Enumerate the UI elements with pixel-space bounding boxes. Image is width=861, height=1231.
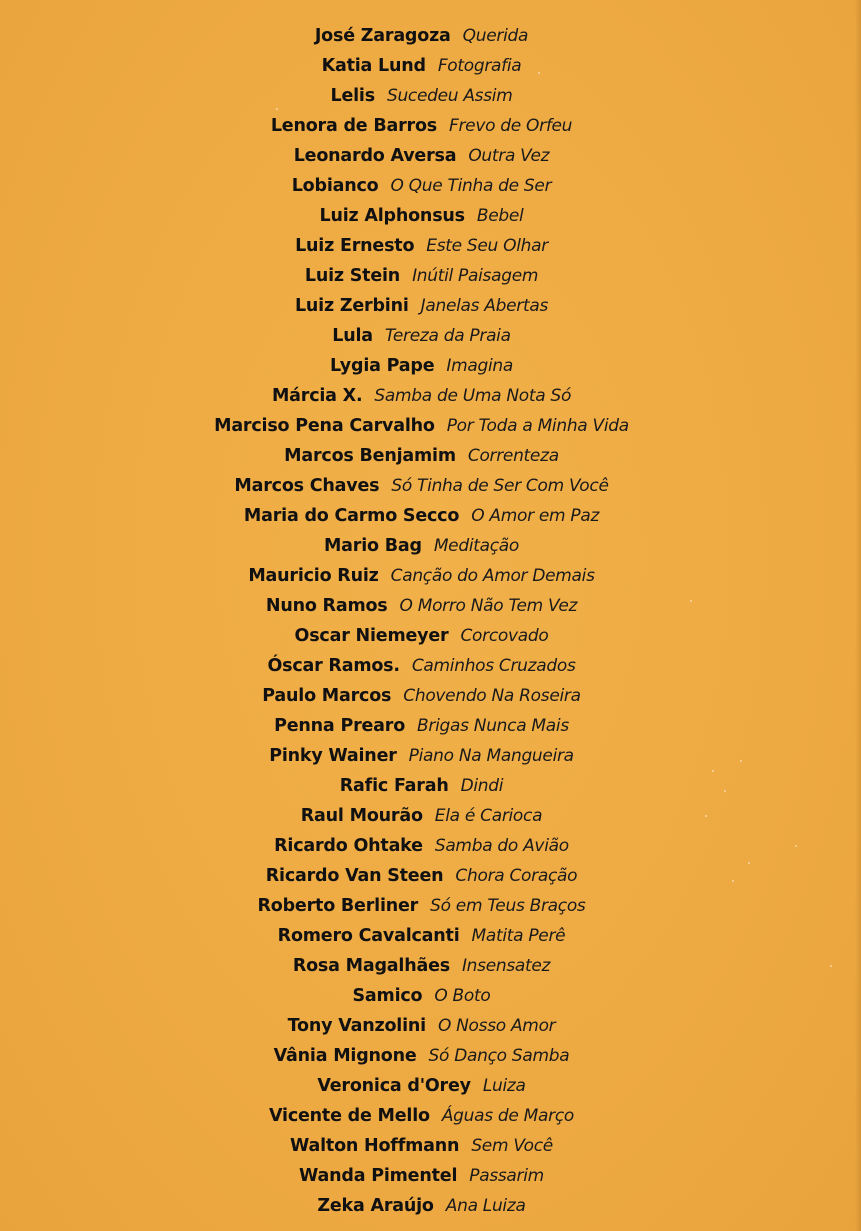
credit-entry bbox=[0, 321, 843, 351]
song-title: Por Toda a Minha Vida bbox=[446, 416, 629, 436]
paper-speck bbox=[740, 760, 742, 762]
credit-entry bbox=[0, 981, 843, 1011]
credit-entry bbox=[0, 231, 843, 261]
artist-name: Ricardo Ohtake bbox=[274, 836, 423, 856]
artist-name: Romero Cavalcanti bbox=[277, 926, 460, 946]
credit-entry bbox=[0, 651, 843, 681]
song-title: Só Danço Samba bbox=[428, 1046, 570, 1066]
song-title: O Que Tinha de Ser bbox=[390, 176, 552, 196]
song-title: Tereza da Praia bbox=[384, 326, 511, 346]
artist-name: Luiz Alphonsus bbox=[319, 206, 465, 226]
song-title: Dindi bbox=[460, 776, 504, 796]
artist-name: Leonardo Aversa bbox=[293, 146, 457, 166]
artist-name: Lygia Pape bbox=[330, 356, 435, 376]
song-title: O Amor em Paz bbox=[471, 506, 600, 526]
artist-name: Marcos Benjamim bbox=[284, 446, 456, 466]
song-title: Ana Luiza bbox=[445, 1196, 526, 1216]
credit-entry bbox=[0, 351, 843, 381]
artist-name: Nuno Ramos bbox=[265, 596, 388, 616]
song-title: Bebel bbox=[476, 206, 524, 226]
song-title: Só em Teus Braços bbox=[430, 896, 586, 916]
song-title: Piano Na Mangueira bbox=[408, 746, 574, 766]
artist-name: Vânia Mignone bbox=[273, 1046, 417, 1066]
artist-name: José Zaragoza bbox=[314, 26, 451, 46]
artist-name: Oscar Niemeyer bbox=[294, 626, 449, 646]
page-edge-shadow bbox=[855, 0, 861, 1231]
artist-name: Marciso Pena Carvalho bbox=[214, 416, 435, 436]
credit-entry bbox=[0, 891, 843, 921]
artist-name: Tony Vanzolini bbox=[287, 1016, 426, 1036]
song-title: O Morro Não Tem Vez bbox=[399, 596, 578, 616]
song-title: Janelas Abertas bbox=[420, 296, 549, 316]
artist-name: Luiz Stein bbox=[304, 266, 401, 286]
credit-entry bbox=[0, 501, 843, 531]
artist-name: Mauricio Ruiz bbox=[248, 566, 379, 586]
artist-name: Roberto Berliner bbox=[257, 896, 419, 916]
credit-entry bbox=[0, 141, 843, 171]
artist-name: Maria do Carmo Secco bbox=[243, 506, 460, 526]
credit-entry bbox=[0, 771, 843, 801]
credit-entry bbox=[0, 711, 843, 741]
credit-entry bbox=[0, 1071, 843, 1101]
artist-name: Óscar Ramos. bbox=[267, 656, 400, 676]
paper-speck bbox=[712, 770, 714, 772]
artist-name: Pinky Wainer bbox=[269, 746, 397, 766]
song-title: Frevo de Orfeu bbox=[449, 116, 573, 136]
credit-entry bbox=[0, 261, 843, 291]
song-title: Este Seu Olhar bbox=[426, 236, 548, 256]
credit-entry bbox=[0, 741, 843, 771]
song-title: Samba de Uma Nota Só bbox=[374, 386, 572, 406]
artist-name: Katia Lund bbox=[321, 56, 426, 76]
artist-name: Wanda Pimentel bbox=[299, 1166, 458, 1186]
artist-name: Lelis bbox=[330, 86, 375, 106]
paper-speck bbox=[748, 862, 750, 864]
paper-speck bbox=[276, 108, 278, 110]
credit-entry bbox=[0, 1011, 843, 1041]
artist-name: Lenora de Barros bbox=[270, 116, 438, 136]
song-title: Brigas Nunca Mais bbox=[417, 716, 569, 736]
paper-speck bbox=[690, 600, 692, 602]
song-title: Ela é Carioca bbox=[434, 806, 543, 826]
song-title: O Boto bbox=[434, 986, 491, 1006]
credit-entry bbox=[0, 111, 843, 141]
artist-name: Lobianco bbox=[291, 176, 379, 196]
credit-entry bbox=[0, 831, 843, 861]
artist-name: Rafic Farah bbox=[339, 776, 449, 796]
song-title: Canção do Amor Demais bbox=[390, 566, 595, 586]
artist-name: Mario Bag bbox=[323, 536, 422, 556]
credit-entry bbox=[0, 921, 843, 951]
credit-entry bbox=[0, 561, 843, 591]
song-title: Correnteza bbox=[467, 446, 559, 466]
song-title: Meditação bbox=[433, 536, 520, 556]
paper-speck bbox=[538, 72, 540, 74]
credit-entry bbox=[0, 1161, 843, 1191]
artist-name: Marcos Chaves bbox=[234, 476, 380, 496]
credit-entry bbox=[0, 471, 843, 501]
artist-name: Paulo Marcos bbox=[262, 686, 392, 706]
song-title: Chovendo Na Roseira bbox=[403, 686, 581, 706]
song-title: Sucedeu Assim bbox=[386, 86, 513, 106]
credit-entry bbox=[0, 531, 843, 561]
song-title: Caminhos Cruzados bbox=[411, 656, 576, 676]
credit-entry bbox=[0, 201, 843, 231]
artist-name: Veronica d'Orey bbox=[317, 1076, 471, 1096]
credit-entry bbox=[0, 441, 843, 471]
artist-name: Zeka Araújo bbox=[317, 1196, 434, 1216]
song-title: Passarim bbox=[469, 1166, 544, 1186]
artist-name: Penna Prearo bbox=[274, 716, 406, 736]
credit-entry bbox=[0, 81, 843, 111]
artist-name: Walton Hoffmann bbox=[290, 1136, 460, 1156]
song-title: O Nosso Amor bbox=[437, 1016, 556, 1036]
credit-entry bbox=[0, 1101, 843, 1131]
credit-entry bbox=[0, 171, 843, 201]
credit-entry bbox=[0, 951, 843, 981]
credit-entry bbox=[0, 21, 843, 51]
paper-speck bbox=[724, 790, 726, 792]
song-title: Corcovado bbox=[460, 626, 549, 646]
credit-entry bbox=[0, 51, 843, 81]
paper-speck bbox=[705, 815, 707, 817]
artist-name: Raul Mourão bbox=[300, 806, 423, 826]
credit-entry bbox=[0, 1131, 843, 1161]
song-title: Insensatez bbox=[461, 956, 551, 976]
artist-name: Vicente de Mello bbox=[268, 1106, 430, 1126]
song-title: Matita Perê bbox=[471, 926, 566, 946]
credit-entry bbox=[0, 411, 843, 441]
credit-entry bbox=[0, 381, 843, 411]
artist-name: Ricardo Van Steen bbox=[265, 866, 444, 886]
song-title: Imagina bbox=[446, 356, 513, 376]
song-title: Sem Você bbox=[471, 1136, 553, 1156]
song-title: Querida bbox=[462, 26, 529, 46]
song-title: Samba do Avião bbox=[434, 836, 569, 856]
credit-entry bbox=[0, 621, 843, 651]
artist-name: Rosa Magalhães bbox=[292, 956, 450, 976]
song-title: Chora Coração bbox=[455, 866, 578, 886]
credit-entry bbox=[0, 681, 843, 711]
song-title: Só Tinha de Ser Com Você bbox=[391, 476, 609, 496]
artist-name: Luiz Ernesto bbox=[295, 236, 415, 256]
song-title: Fotografia bbox=[437, 56, 522, 76]
credit-entry bbox=[0, 591, 843, 621]
paper-speck bbox=[732, 880, 734, 882]
artist-name: Luiz Zerbini bbox=[294, 296, 409, 316]
artist-name: Lula bbox=[332, 326, 373, 346]
paper-speck bbox=[830, 965, 832, 967]
song-title: Águas de Março bbox=[441, 1106, 574, 1126]
artist-name: Márcia X. bbox=[271, 386, 363, 406]
credit-entry bbox=[0, 1191, 843, 1221]
credits-list bbox=[0, 21, 843, 1221]
paper-speck bbox=[795, 845, 797, 847]
credit-entry bbox=[0, 801, 843, 831]
credit-entry bbox=[0, 291, 843, 321]
artist-name: Samico bbox=[352, 986, 423, 1006]
song-title: Outra Vez bbox=[468, 146, 550, 166]
credit-entry bbox=[0, 861, 843, 891]
song-title: Inútil Paisagem bbox=[412, 266, 539, 286]
song-title: Luiza bbox=[482, 1076, 526, 1096]
credit-entry bbox=[0, 1041, 843, 1071]
